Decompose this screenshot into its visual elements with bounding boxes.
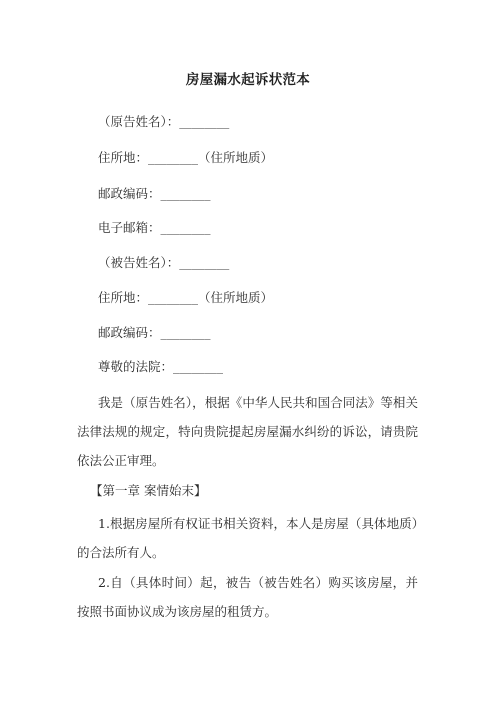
plaintiff-postcode-line: 邮政编码：________: [98, 186, 211, 201]
fact-item-2: 2.自（具体时间）起，被告（被告姓名）购买该房屋，并按照书面协议成为该房屋的租赁方。: [77, 575, 418, 619]
court-salutation-line: 尊敬的法院：________: [98, 359, 224, 374]
intro-paragraph: 我是（原告姓名），根据《中华人民共和国合同法》等相关法律法规的规定，特向贵院提起房屋漏水纠纷的诉讼，请贵院依法公正审理。: [77, 395, 418, 468]
document-title: 房屋漏水起诉状范本: [185, 72, 311, 88]
plaintiff-email-line: 电子邮箱：________: [98, 220, 211, 235]
defendant-postcode-line: 邮政编码：________: [98, 325, 211, 340]
defendant-name-line: （被告姓名）：________: [98, 255, 230, 270]
plaintiff-address-line: 住所地：________（住所地质）: [98, 150, 274, 165]
fact-item-1: 1.根据房屋所有权证书相关资料，本人是房屋（具体地质）的合法所有人。: [77, 516, 418, 560]
chapter-heading: 【第一章 案情始末】: [90, 483, 207, 498]
defendant-address-line: 住所地：________（住所地质）: [98, 290, 274, 305]
plaintiff-name-line: （原告姓名）：________: [98, 114, 230, 129]
